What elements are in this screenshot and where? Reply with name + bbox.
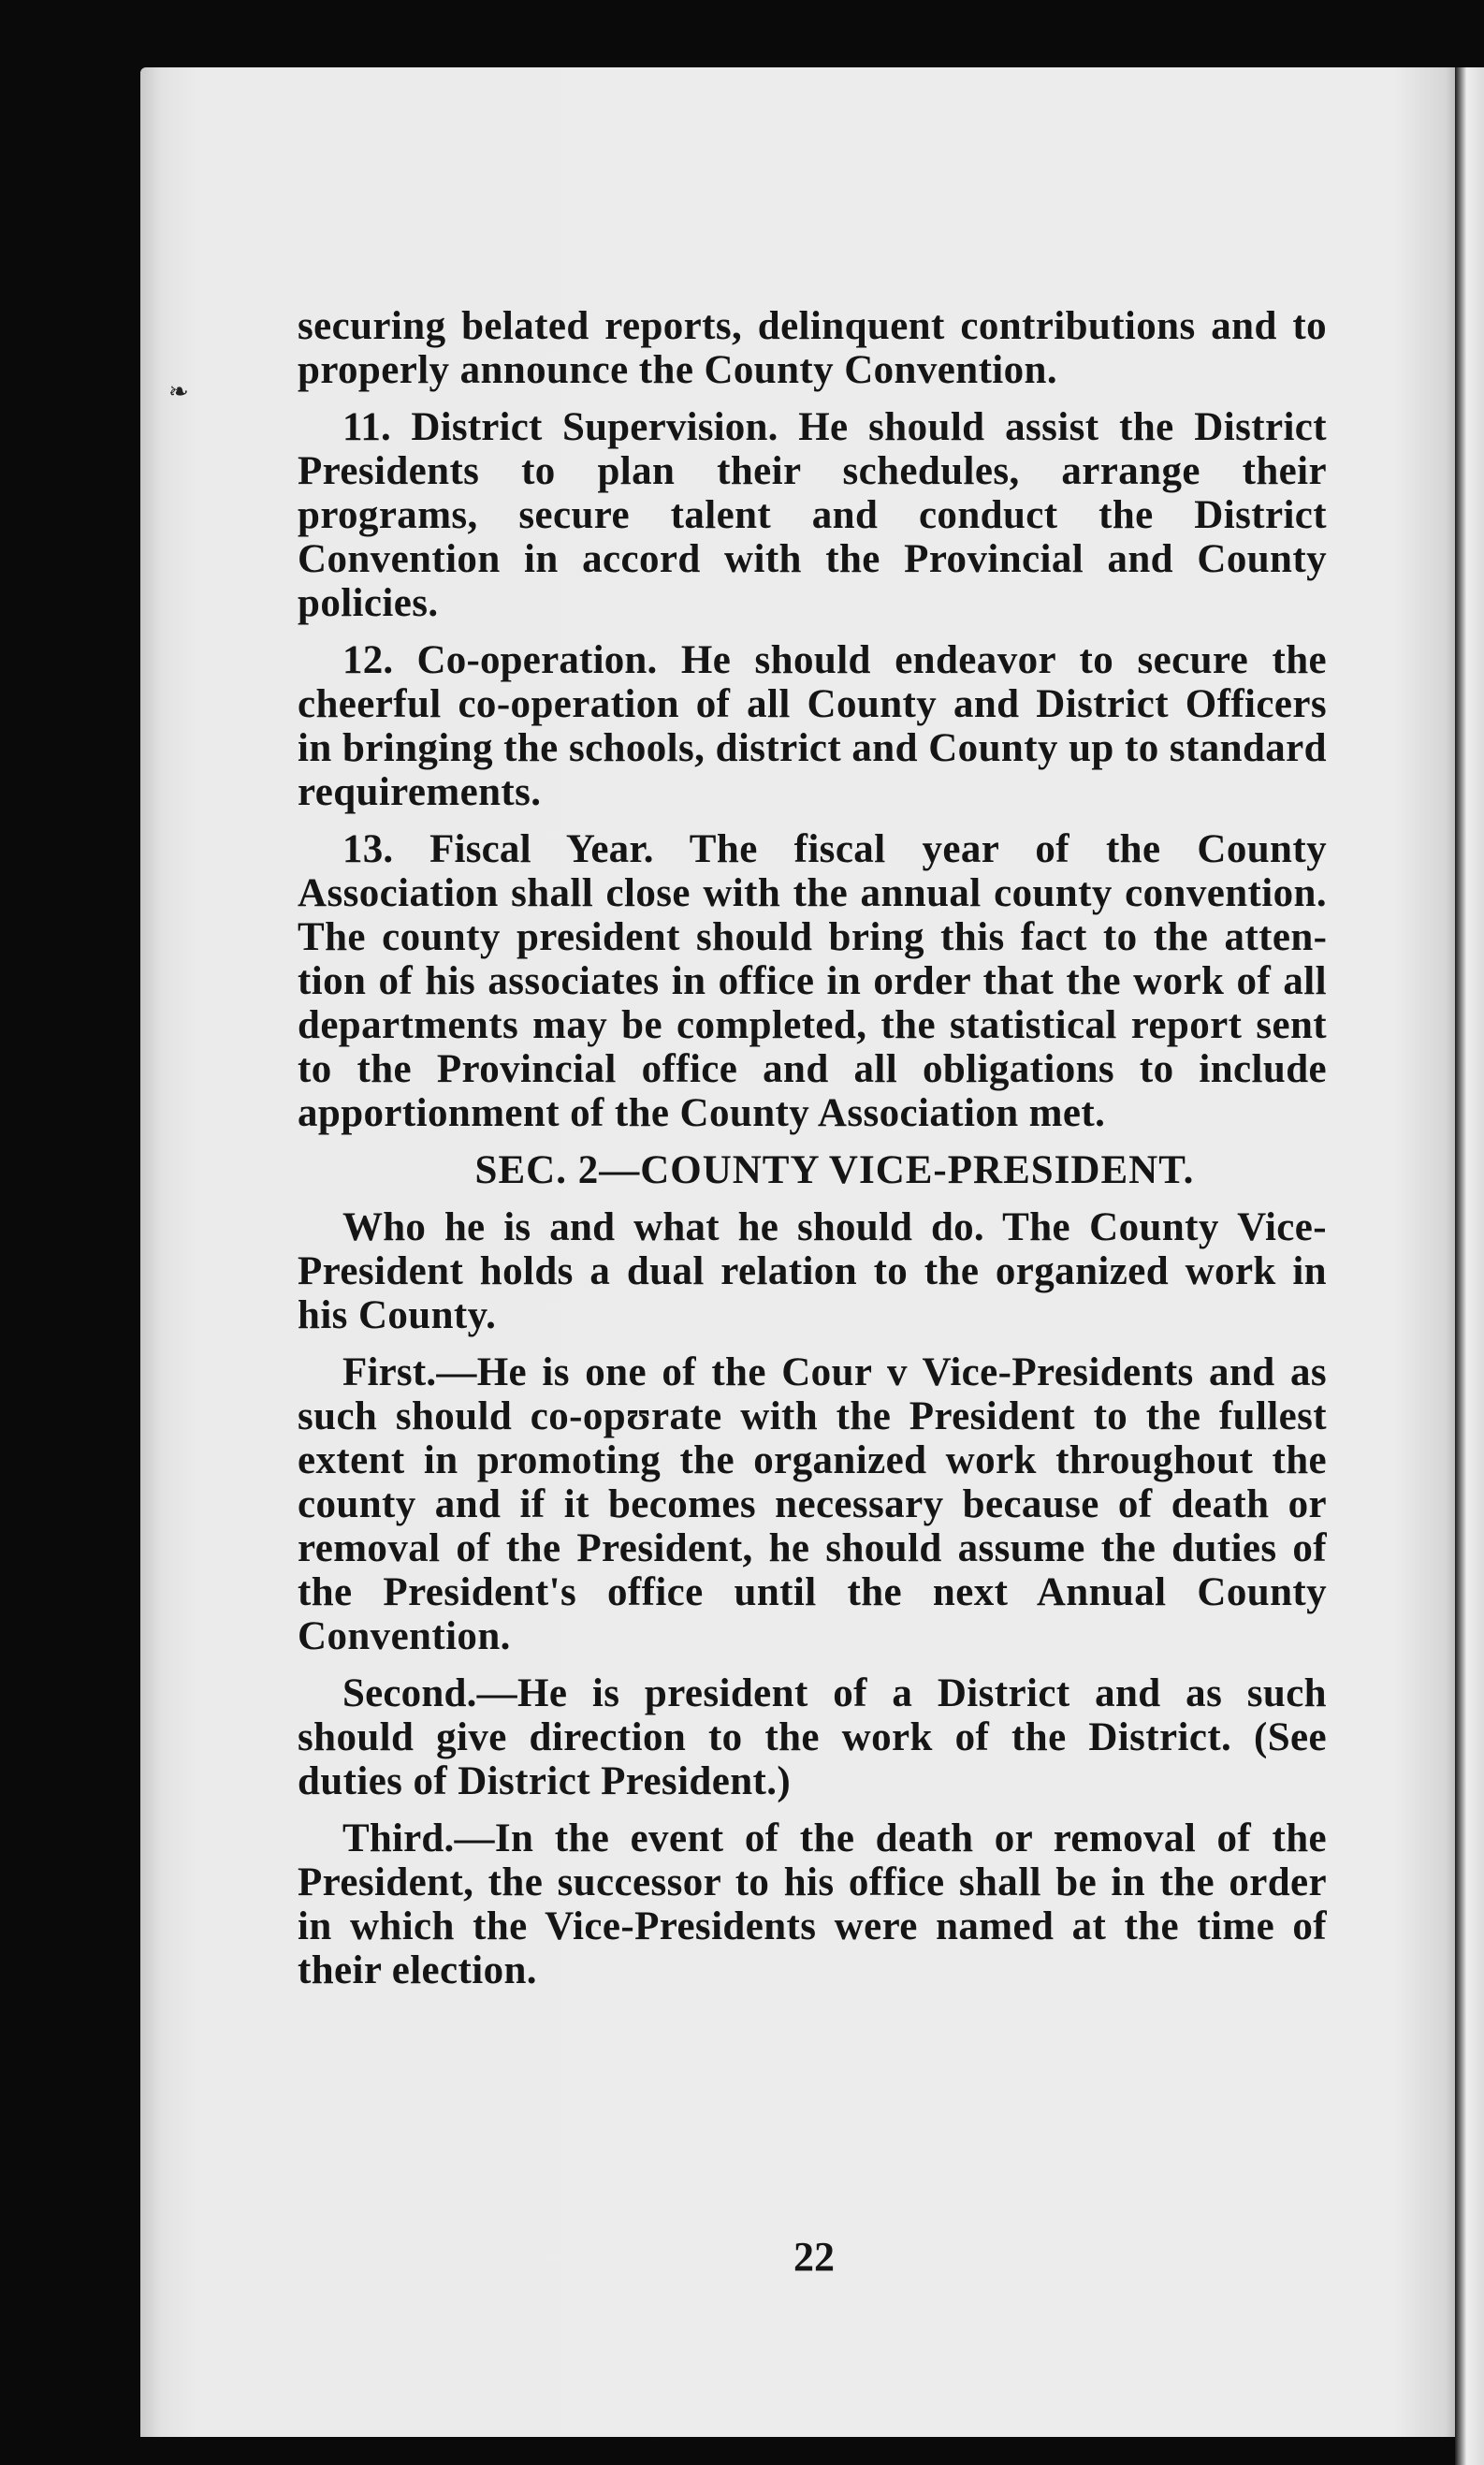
paragraph-text: He should endeavor to secure the cheerful co-operation of all County and District Officers in bringing the schools, district and County up to standard requirements. (298, 638, 1327, 814)
paragraph-text: He should assist the District Presidents to plan their schedules, arrange their programs, secure talent and conduct the District Convention in accord with the Provincial and County policies. (298, 405, 1328, 625)
paragraph-text: —He is one of the Cour v Vice-Presidents and as such should co-opʊrate with the President to the fullest extent in promoting the organized work throughout the county and if it becomes necessary because of death or removal of the President, he should assume the duties of the President's office until the next Annual County Convention. (298, 1350, 1327, 1658)
paragraph-first (298, 1350, 1327, 1658)
page-edge (1455, 67, 1484, 2465)
paragraph-continuation (298, 304, 1327, 392)
paragraph-heading: Third. (342, 1816, 455, 1860)
paragraph-heading: Second. (342, 1671, 477, 1715)
paragraph-heading: 12. Co-operation. (342, 638, 658, 682)
page-number: 22 (793, 2234, 835, 2280)
paragraph-text: The County Vice-President holds a dual relation to the organized work in his County. (298, 1205, 1327, 1337)
paragraph-second (298, 1671, 1327, 1803)
paragraph-heading: First. (342, 1350, 437, 1394)
paragraph-heading: 11. District Supervision. (342, 405, 778, 449)
paragraph-heading: 13. Fiscal Year. (342, 827, 654, 871)
paragraph-heading: Who he is and what he should do. (342, 1205, 984, 1249)
paragraph-district-supervision (298, 405, 1327, 625)
paragraph-who-he-is (298, 1205, 1327, 1337)
paragraph-co-operation (298, 638, 1327, 814)
section-heading: SEC. 2—COUNTY VICE-PRESIDENT. (474, 1148, 1195, 1192)
document-body (298, 304, 1327, 2006)
paragraph-third (298, 1816, 1327, 1992)
paragraph-text: —In the event of the death or removal of the President, the successor to his office shall be in the order in which the Vice-Presidents were named at the time of their election. (298, 1816, 1327, 1992)
paragraph-text: The fiscal year of the County Association shall close with the annual county convention. The county president should bring this fact to the attention of his associates in office in order that the work of all departments may be completed, the statistical report sent to the Provincial office and all obligations to include apportionment of the County Association met. (298, 827, 1327, 1135)
paragraph-text: securing belated reports, delinquent contributions and to properly announce the County Convention. (298, 304, 1327, 392)
paragraph-fiscal-year (298, 827, 1327, 1135)
margin-mark: ❧ (168, 378, 189, 405)
paragraph-text: —He is president of a District and as such should give direction to the work of the District. (See duties of District President.) (298, 1671, 1327, 1803)
